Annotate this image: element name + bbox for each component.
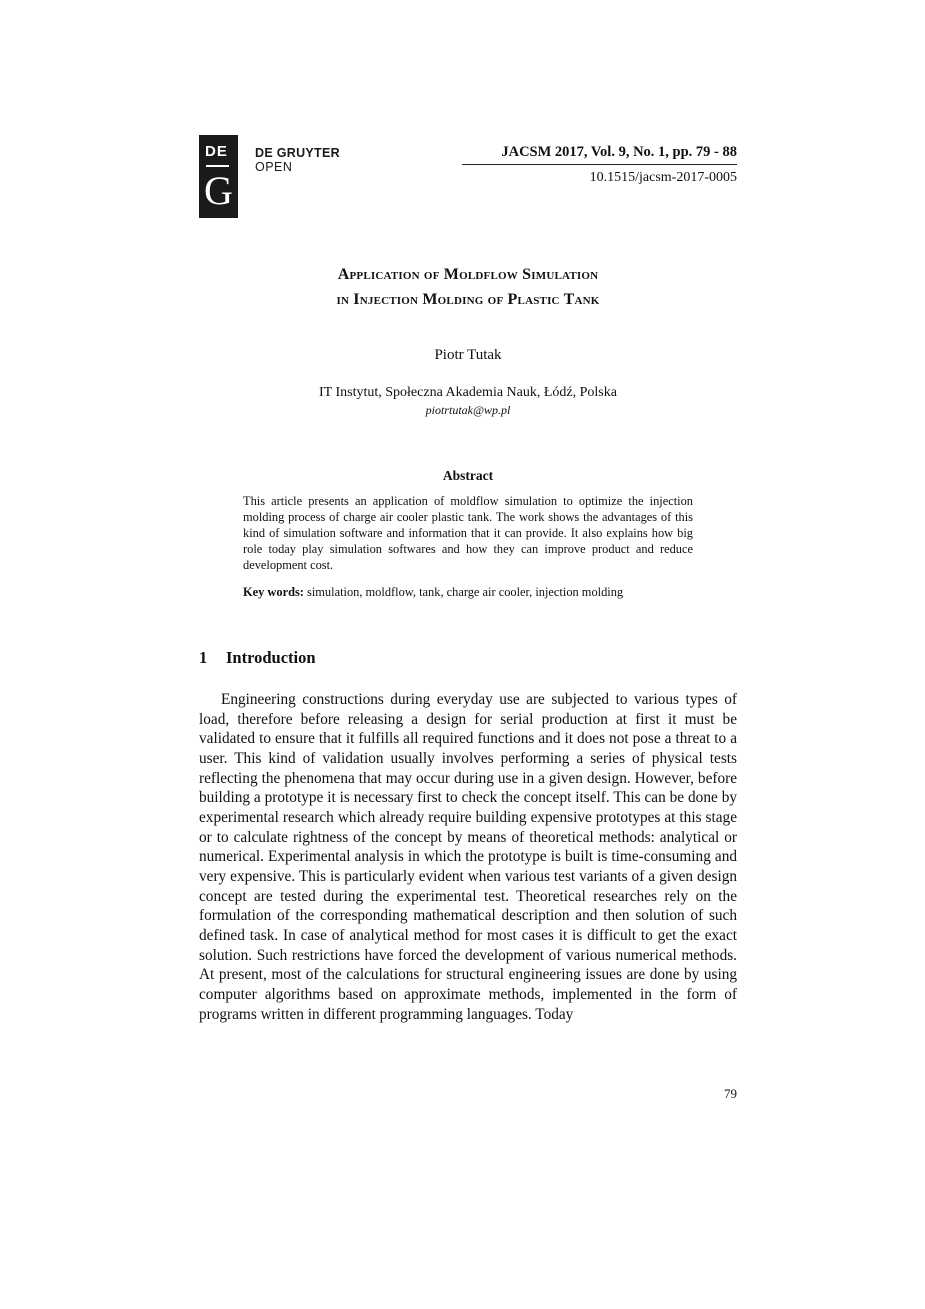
title-line-2: in Injection Molding of Plastic Tank [336,291,600,308]
section-number: 1 [199,648,208,667]
abstract-text: This article presents an application of moldflow simulation to optimize the injection molding process of charge air cooler plastic tank. The work shows the advantages of this kind of simulation software and information that it can provide. It also explains how big role today play simulation softwares and how they can improve product and reduce development cost. [243,494,693,572]
page-number: 79 [724,1086,737,1101]
keywords-label: Key words: [243,585,304,599]
de-gruyter-logo [199,135,238,218]
keywords [243,584,703,600]
title-line-1: Application of Moldflow Simulation [337,266,599,283]
author-affiliation: IT Instytut, Społeczna Akademia Nauk, Łódź, Polska [319,385,617,400]
keywords-list: simulation, moldflow, tank, charge air cooler, injection molding [307,585,624,599]
doi: 10.1515/jacsm-2017-0005 [589,170,737,185]
publisher-name [255,146,340,174]
paper-title [199,262,737,312]
abstract-heading: Abstract [442,468,494,483]
section-heading [199,648,316,668]
publisher-open-text: OPEN [255,160,293,174]
logo-divider [206,165,229,167]
publisher-name-text: DE GRUYTER [255,146,340,160]
section-title: Introduction [226,648,316,667]
logo-de-text: DE [205,143,228,160]
author-email: piotrtutak@wp.pl [425,403,511,417]
header-rule [462,164,737,165]
journal-citation: JACSM 2017, Vol. 9, No. 1, pp. 79 - 88 [501,144,737,160]
logo-g-letter: G [204,168,233,213]
author-name: Piotr Tutak [434,347,502,363]
body-paragraph: Engineering constructions during everyday use are subjected to various types of load, therefore before releasing a design for serial production at first it must be validated to ensure that it fulfills all required functions and it does not pose a threat to a user. This kind of validation usually involves performing a series of physical tests reflecting the phenomena that may occur during use in a given design. However, before building a prototype it is necessary first to check the concept itself. This can be done by experimental research which already require building expensive prototypes at this stage or to calculate rightness of the concept by means of theoretical methods: analytical or numerical. Experimental analysis in which the prototype is built is time-consuming and very expensive. This is particularly evident when various test variants of a given design concept are tested during the experimental test. Theoretical researches rely on the formulation of the corresponding mathematical description and then solution of such defined task. In case of analytical method for most cases it is difficult to get the exact solution. Such restrictions have forced the development of various numerical methods. At present, most of the calculations for structural engineering issues are done by using computer algorithms based on approximate methods, implemented in the form of programs written in different programming languages. Today [199,691,737,1023]
